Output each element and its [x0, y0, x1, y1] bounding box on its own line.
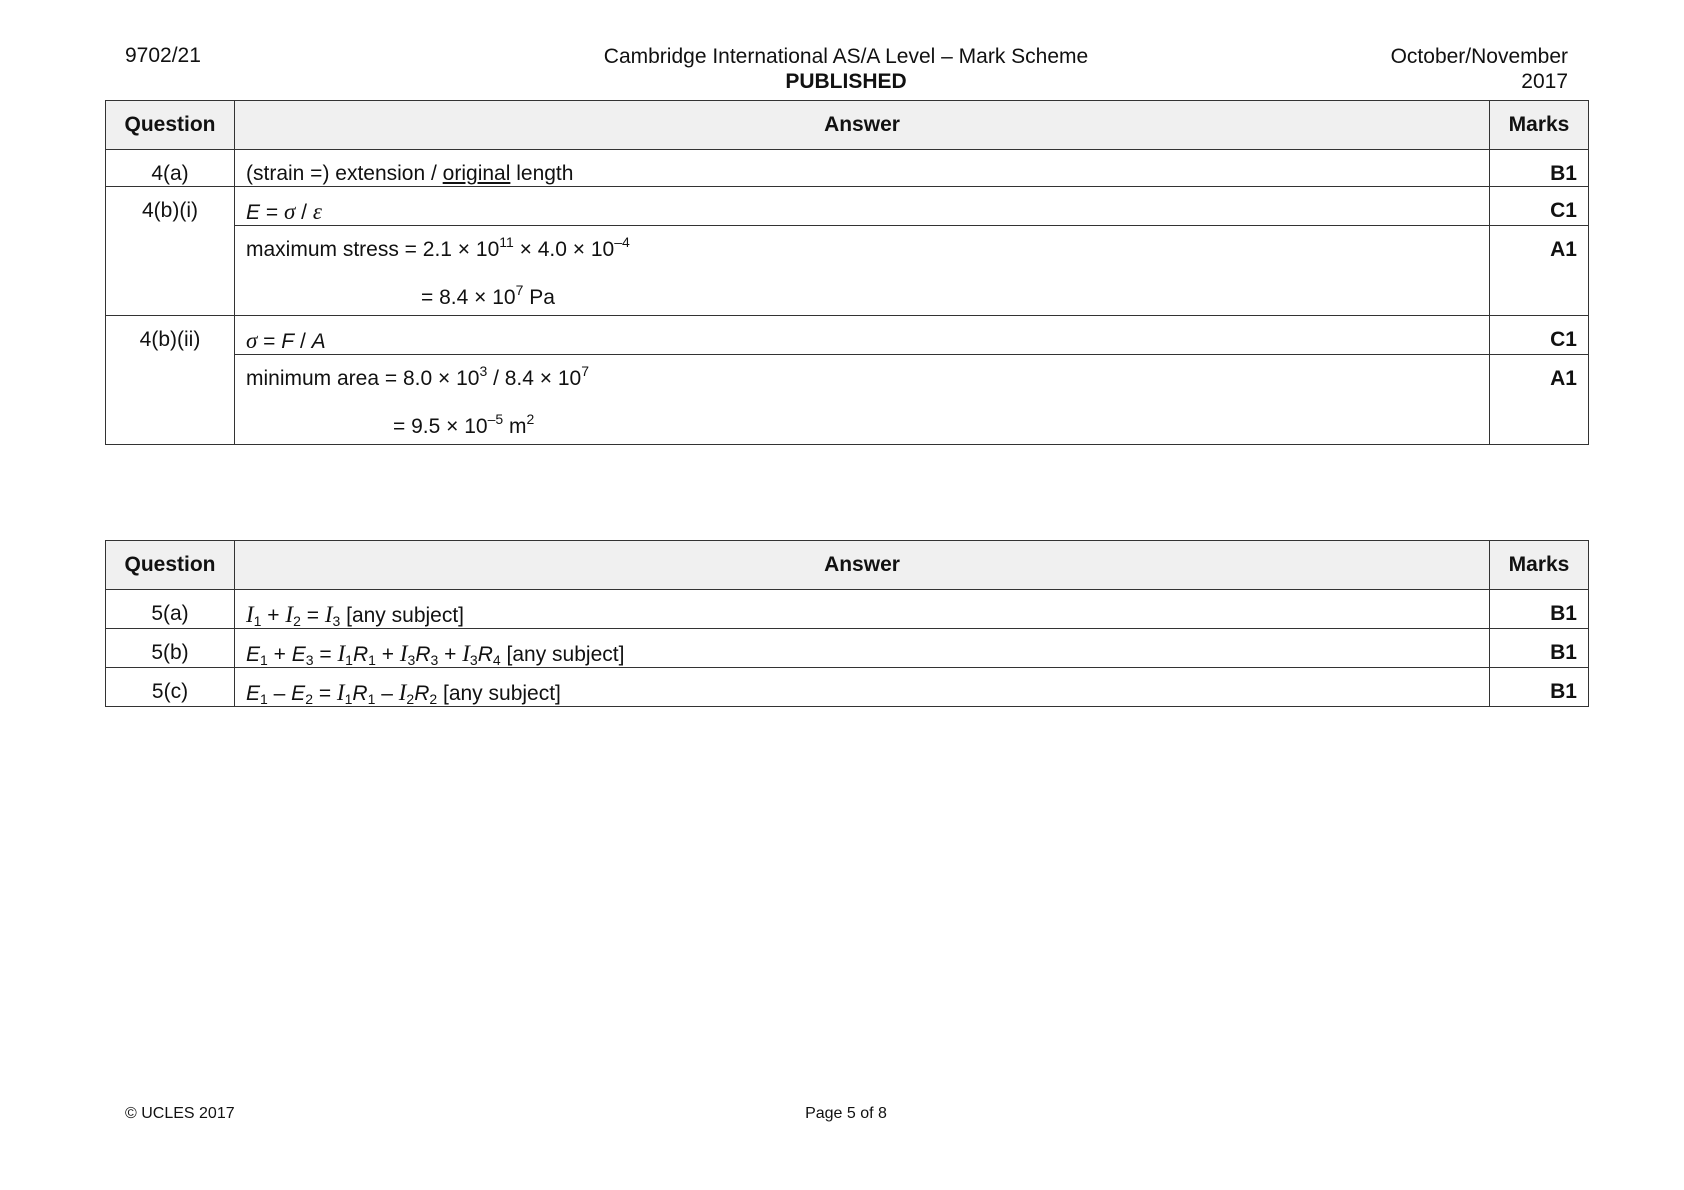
column-header-question: Question: [106, 101, 235, 150]
document-title: [490, 44, 1202, 94]
subscript: 3: [430, 652, 439, 668]
minus: –: [375, 682, 399, 705]
plus: +: [267, 643, 292, 666]
equals: =: [260, 201, 284, 224]
symbol-sigma: σ: [283, 199, 296, 224]
answer-cell: [235, 187, 1490, 226]
answer-cell: [235, 316, 1490, 355]
equals: =: [312, 682, 337, 705]
calc-line: [246, 363, 1478, 391]
answer-note: [any subject]: [500, 643, 625, 666]
symbol-R: R: [352, 643, 369, 666]
published-label: PUBLISHED: [785, 70, 907, 93]
symbol-epsilon: ε: [312, 199, 322, 224]
unit: Pa: [523, 286, 555, 309]
question-number: 4(b)(i): [106, 187, 235, 316]
exponent: 3: [479, 363, 488, 379]
mark-value: B1: [1490, 150, 1589, 187]
symbol-F: F: [281, 330, 295, 353]
exponent: 11: [499, 234, 514, 250]
answer-cell: [235, 590, 1490, 629]
subscript: 2: [293, 613, 301, 629]
subscript: 1: [344, 691, 353, 707]
table-row: [106, 355, 1589, 445]
exponent: 2: [526, 411, 535, 427]
symbol-E: E: [246, 201, 261, 224]
symbol-R: R: [415, 643, 431, 666]
table-row: [106, 316, 1589, 355]
mark-value: C1: [1490, 316, 1589, 355]
question-number: 5(c): [106, 668, 235, 707]
symbol-I: I: [324, 602, 333, 627]
symbol-I: I: [337, 641, 346, 666]
title-line: Cambridge International AS/A Level – Mark Scheme: [603, 45, 1089, 68]
result-text: = 8.4 × 10: [421, 286, 516, 309]
equals: =: [313, 643, 338, 666]
table-row: [106, 187, 1589, 226]
result-text: = 9.5 × 10: [393, 415, 488, 438]
answer-cell: [235, 150, 1490, 187]
symbol-R: R: [414, 682, 430, 705]
exponent: –5: [487, 411, 504, 427]
session-year: 2017: [1521, 70, 1568, 93]
subscript: 3: [332, 613, 341, 629]
underlined-keyword: original: [442, 162, 511, 185]
column-header-marks: Marks: [1490, 541, 1589, 590]
symbol-sigma: σ: [246, 328, 258, 353]
symbol-E: E: [291, 643, 306, 666]
table-header-row: [106, 541, 1589, 590]
subscript: 1: [345, 652, 353, 668]
answer-note: [any subject]: [437, 682, 561, 705]
subscript: 3: [407, 652, 416, 668]
symbol-I: I: [336, 680, 345, 705]
equals: =: [300, 604, 325, 627]
subscript: 2: [429, 691, 438, 707]
subscript: 1: [260, 691, 268, 707]
slash: /: [294, 330, 312, 353]
question-number: 4(a): [106, 150, 235, 187]
mark-value: C1: [1490, 187, 1589, 226]
question-number: 5(b): [106, 629, 235, 668]
subscript: 3: [469, 652, 478, 668]
answer-cell: [235, 629, 1490, 668]
mark-value: A1: [1490, 226, 1589, 316]
exponent: 7: [581, 363, 590, 379]
table-row: [106, 629, 1589, 668]
exam-session: [1300, 44, 1568, 94]
answer-cell: [235, 226, 1490, 316]
subscript: 2: [406, 691, 415, 707]
table-header-row: [106, 101, 1589, 150]
calc-text: / 8.4 × 10: [487, 367, 582, 390]
symbol-I: I: [246, 602, 254, 627]
symbol-E: E: [291, 682, 306, 705]
answer-cell: [235, 355, 1490, 445]
answer-note: [any subject]: [340, 604, 465, 627]
slash: /: [295, 201, 313, 224]
table-row: [106, 668, 1589, 707]
question-number: 5(a): [106, 590, 235, 629]
exponent: –4: [614, 234, 630, 250]
column-header-answer: Answer: [235, 101, 1490, 150]
table-row: [106, 150, 1589, 187]
symbol-R: R: [477, 643, 493, 666]
result-line: [246, 411, 1478, 439]
table-row: [106, 590, 1589, 629]
mark-value: B1: [1490, 668, 1589, 707]
symbol-I: I: [399, 641, 408, 666]
subscript: 2: [305, 691, 313, 707]
subscript: 1: [253, 613, 262, 629]
calc-text: minimum area = 8.0 × 10: [246, 367, 480, 390]
equals: =: [257, 330, 282, 353]
mark-value: B1: [1490, 629, 1589, 668]
mark-value: B1: [1490, 590, 1589, 629]
page-number: Page 5 of 8: [805, 1105, 887, 1122]
question-number: 4(b)(ii): [106, 316, 235, 445]
symbol-I: I: [285, 602, 294, 627]
calc-line: [246, 234, 1478, 262]
column-header-answer: Answer: [235, 541, 1490, 590]
plus: +: [261, 604, 286, 627]
column-header-marks: Marks: [1490, 101, 1589, 150]
calc-text: × 4.0 × 10: [513, 238, 615, 261]
symbol-I: I: [398, 680, 407, 705]
exponent: 7: [515, 282, 524, 298]
subscript: 3: [305, 652, 314, 668]
symbol-R: R: [352, 682, 368, 705]
minus: –: [267, 682, 292, 705]
subscript: 4: [492, 652, 501, 668]
symbol-E: E: [246, 682, 261, 705]
symbol-E: E: [246, 643, 261, 666]
result-line: [246, 282, 1478, 310]
unit: m: [503, 415, 527, 438]
subscript: 1: [367, 691, 376, 707]
mark-value: A1: [1490, 355, 1589, 445]
mark-scheme-table-q4: [105, 100, 1589, 445]
answer-text: (strain =) extension /: [246, 162, 443, 185]
session-month: October/November: [1390, 45, 1568, 68]
subscript: 1: [368, 652, 376, 668]
answer-cell: [235, 668, 1490, 707]
answer-text: length: [510, 162, 574, 185]
column-header-question: Question: [106, 541, 235, 590]
plus: +: [438, 643, 463, 666]
copyright: © UCLES 2017: [125, 1105, 235, 1122]
symbol-A: A: [311, 330, 326, 353]
mark-scheme-table-q5: [105, 540, 1589, 707]
calc-text: maximum stress = 2.1 × 10: [246, 238, 500, 261]
paper-code: 9702/21: [125, 44, 201, 67]
table-row: [106, 226, 1589, 316]
symbol-I: I: [462, 641, 470, 666]
subscript: 1: [260, 652, 268, 668]
plus: +: [375, 643, 400, 666]
